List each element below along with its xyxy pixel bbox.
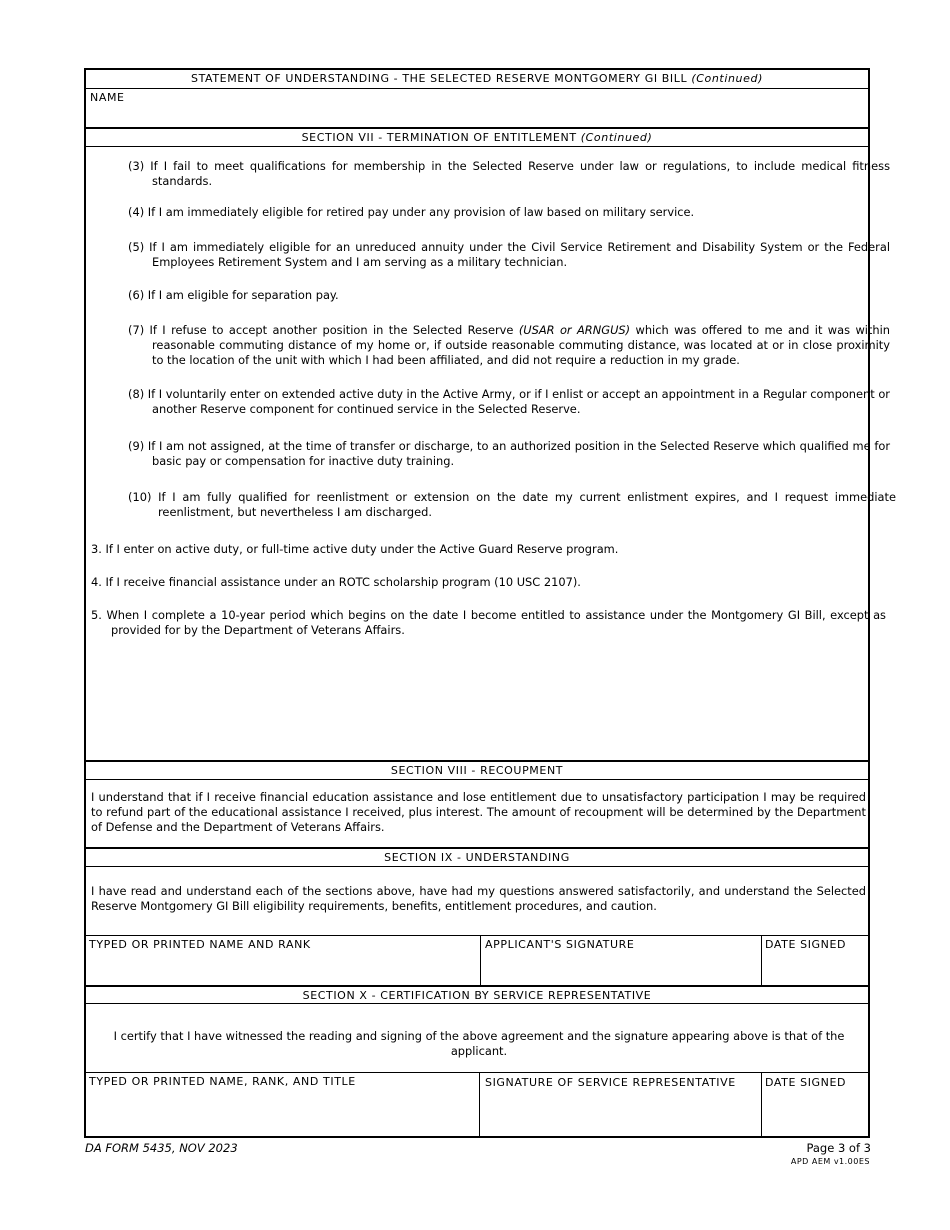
form-page — [84, 68, 896, 1138]
section-9-header — [86, 847, 868, 867]
form-title-suffix: (Continued) — [691, 72, 763, 85]
version-label: APD AEM v1.00ES — [790, 1157, 870, 1166]
section-7-body — [86, 146, 896, 761]
item-7-text: (7) If I refuse to accept another position in the Selected Reserve — [128, 323, 514, 337]
list-item: (10) If I am fully qualified for reenlistment or extension on the date my current enlistment expires, and I request immediate reenlistment, but nevertheless I am discharged. — [128, 490, 896, 519]
recoupment-text: I understand that if I receive financial education assistance and lose entitlement due to unsatisfactory participation I may be required to refund part of the educational assistance I received, plus interest. The amount of recoupment will be determined by the Department of Defense and the Department of Veterans Affairs. — [91, 790, 866, 834]
list-item: (5) If I am immediately eligible for an unreduced annuity under the Civil Service Retirement and Disability System or the Federal Employees Retirement System and I am serving as a military technician. — [128, 240, 890, 269]
section-10-body — [86, 1003, 868, 1072]
representative-date-label: DATE SIGNED — [765, 1076, 847, 1089]
applicant-date-field[interactable] — [762, 936, 868, 986]
section-10-header — [86, 985, 868, 1005]
applicant-signature-field[interactable] — [481, 936, 762, 986]
list-item: (9) If I am not assigned, at the time of transfer or discharge, to an authorized position in the Selected Reserve which qualified me for basic pay or compensation for inactive duty training. — [128, 439, 890, 468]
list-item: 3. If I enter on active duty, or full-time active duty under the Active Guard Reserve program. — [91, 542, 619, 556]
section-7-title: SECTION VII - TERMINATION OF ENTITLEMENT — [301, 131, 577, 144]
applicant-name-label: TYPED OR PRINTED NAME AND RANK — [89, 938, 311, 951]
list-item: (8) If I voluntarily enter on extended active duty in the Active Army, or if I enlist or accept an appointment in a Regular component or another Reserve component for continued service in the Selected Reserve. — [128, 387, 890, 416]
section-7-header — [86, 127, 868, 147]
item-7-text-cont: which was offered to me and it was within reasonable commuting distance of my home or, if outside reasonable commuting distance, was located at or in close proximity to the location of the unit with which I had been affiliated, and did not require a reduction in my grade. — [152, 323, 890, 367]
item-7-italic: (USAR or ARNGUS) — [518, 323, 631, 337]
list-item: 5. When I complete a 10-year period which begins on the date I become entitled to assistance under the Montgomery GI Bill, except as provided for by the Department of Veterans Affairs. — [91, 608, 886, 637]
section-7-title-suffix: (Continued) — [580, 131, 653, 144]
section-9-title: SECTION IX - UNDERSTANDING — [384, 851, 570, 864]
name-label: NAME — [90, 91, 125, 104]
section-8-header — [86, 760, 868, 780]
list-item: 4. If I receive financial assistance under an ROTC scholarship program (10 USC 2107). — [91, 575, 581, 589]
section-8-body — [86, 779, 868, 848]
certification-text: I certify that I have witnessed the reading and signing of the above agreement and the signature appearing above is that of the applicant. — [113, 1029, 845, 1058]
form-title-text: STATEMENT OF UNDERSTANDING - THE SELECTED RESERVE MONTGOMERY GI BILL — [191, 72, 688, 85]
list-item-7 — [128, 323, 890, 368]
representative-signature-label: SIGNATURE OF SERVICE REPRESENTATIVE — [485, 1076, 736, 1089]
page-number: Page 3 of 3 — [806, 1141, 871, 1155]
representative-name-field[interactable] — [86, 1073, 480, 1136]
section-10-title: SECTION X - CERTIFICATION BY SERVICE REPRESENTATIVE — [302, 989, 652, 1002]
applicant-signature-label: APPLICANT'S SIGNATURE — [485, 938, 635, 951]
section-8-title: SECTION VIII - RECOUPMENT — [390, 764, 564, 777]
representative-name-label: TYPED OR PRINTED NAME, RANK, AND TITLE — [89, 1075, 356, 1088]
form-id: DA FORM 5435, NOV 2023 — [85, 1141, 238, 1155]
understanding-text: I have read and understand each of the sections above, have had my questions answered satisfactorily, and understand the Selected Reserve Montgomery GI Bill eligibility requirements, benefits, entitlement procedures, and caution. — [91, 884, 866, 913]
representative-date-field[interactable] — [762, 1073, 868, 1136]
section-10-signature-row — [86, 1072, 868, 1136]
list-item: (4) If I am immediately eligible for retired pay under any provision of law based on military service. — [128, 205, 695, 219]
name-field[interactable] — [86, 88, 868, 128]
section-9-signature-row — [86, 935, 868, 986]
representative-signature-field[interactable] — [480, 1073, 762, 1136]
applicant-name-field[interactable] — [86, 936, 481, 986]
list-item: (6) If I am eligible for separation pay. — [128, 288, 339, 302]
list-item: (3) If I fail to meet qualifications for membership in the Selected Reserve under law or regulations, to include medical fitness standards. — [128, 159, 890, 188]
applicant-date-label: DATE SIGNED — [765, 938, 847, 951]
section-9-body — [86, 866, 868, 935]
form-title — [86, 70, 868, 88]
